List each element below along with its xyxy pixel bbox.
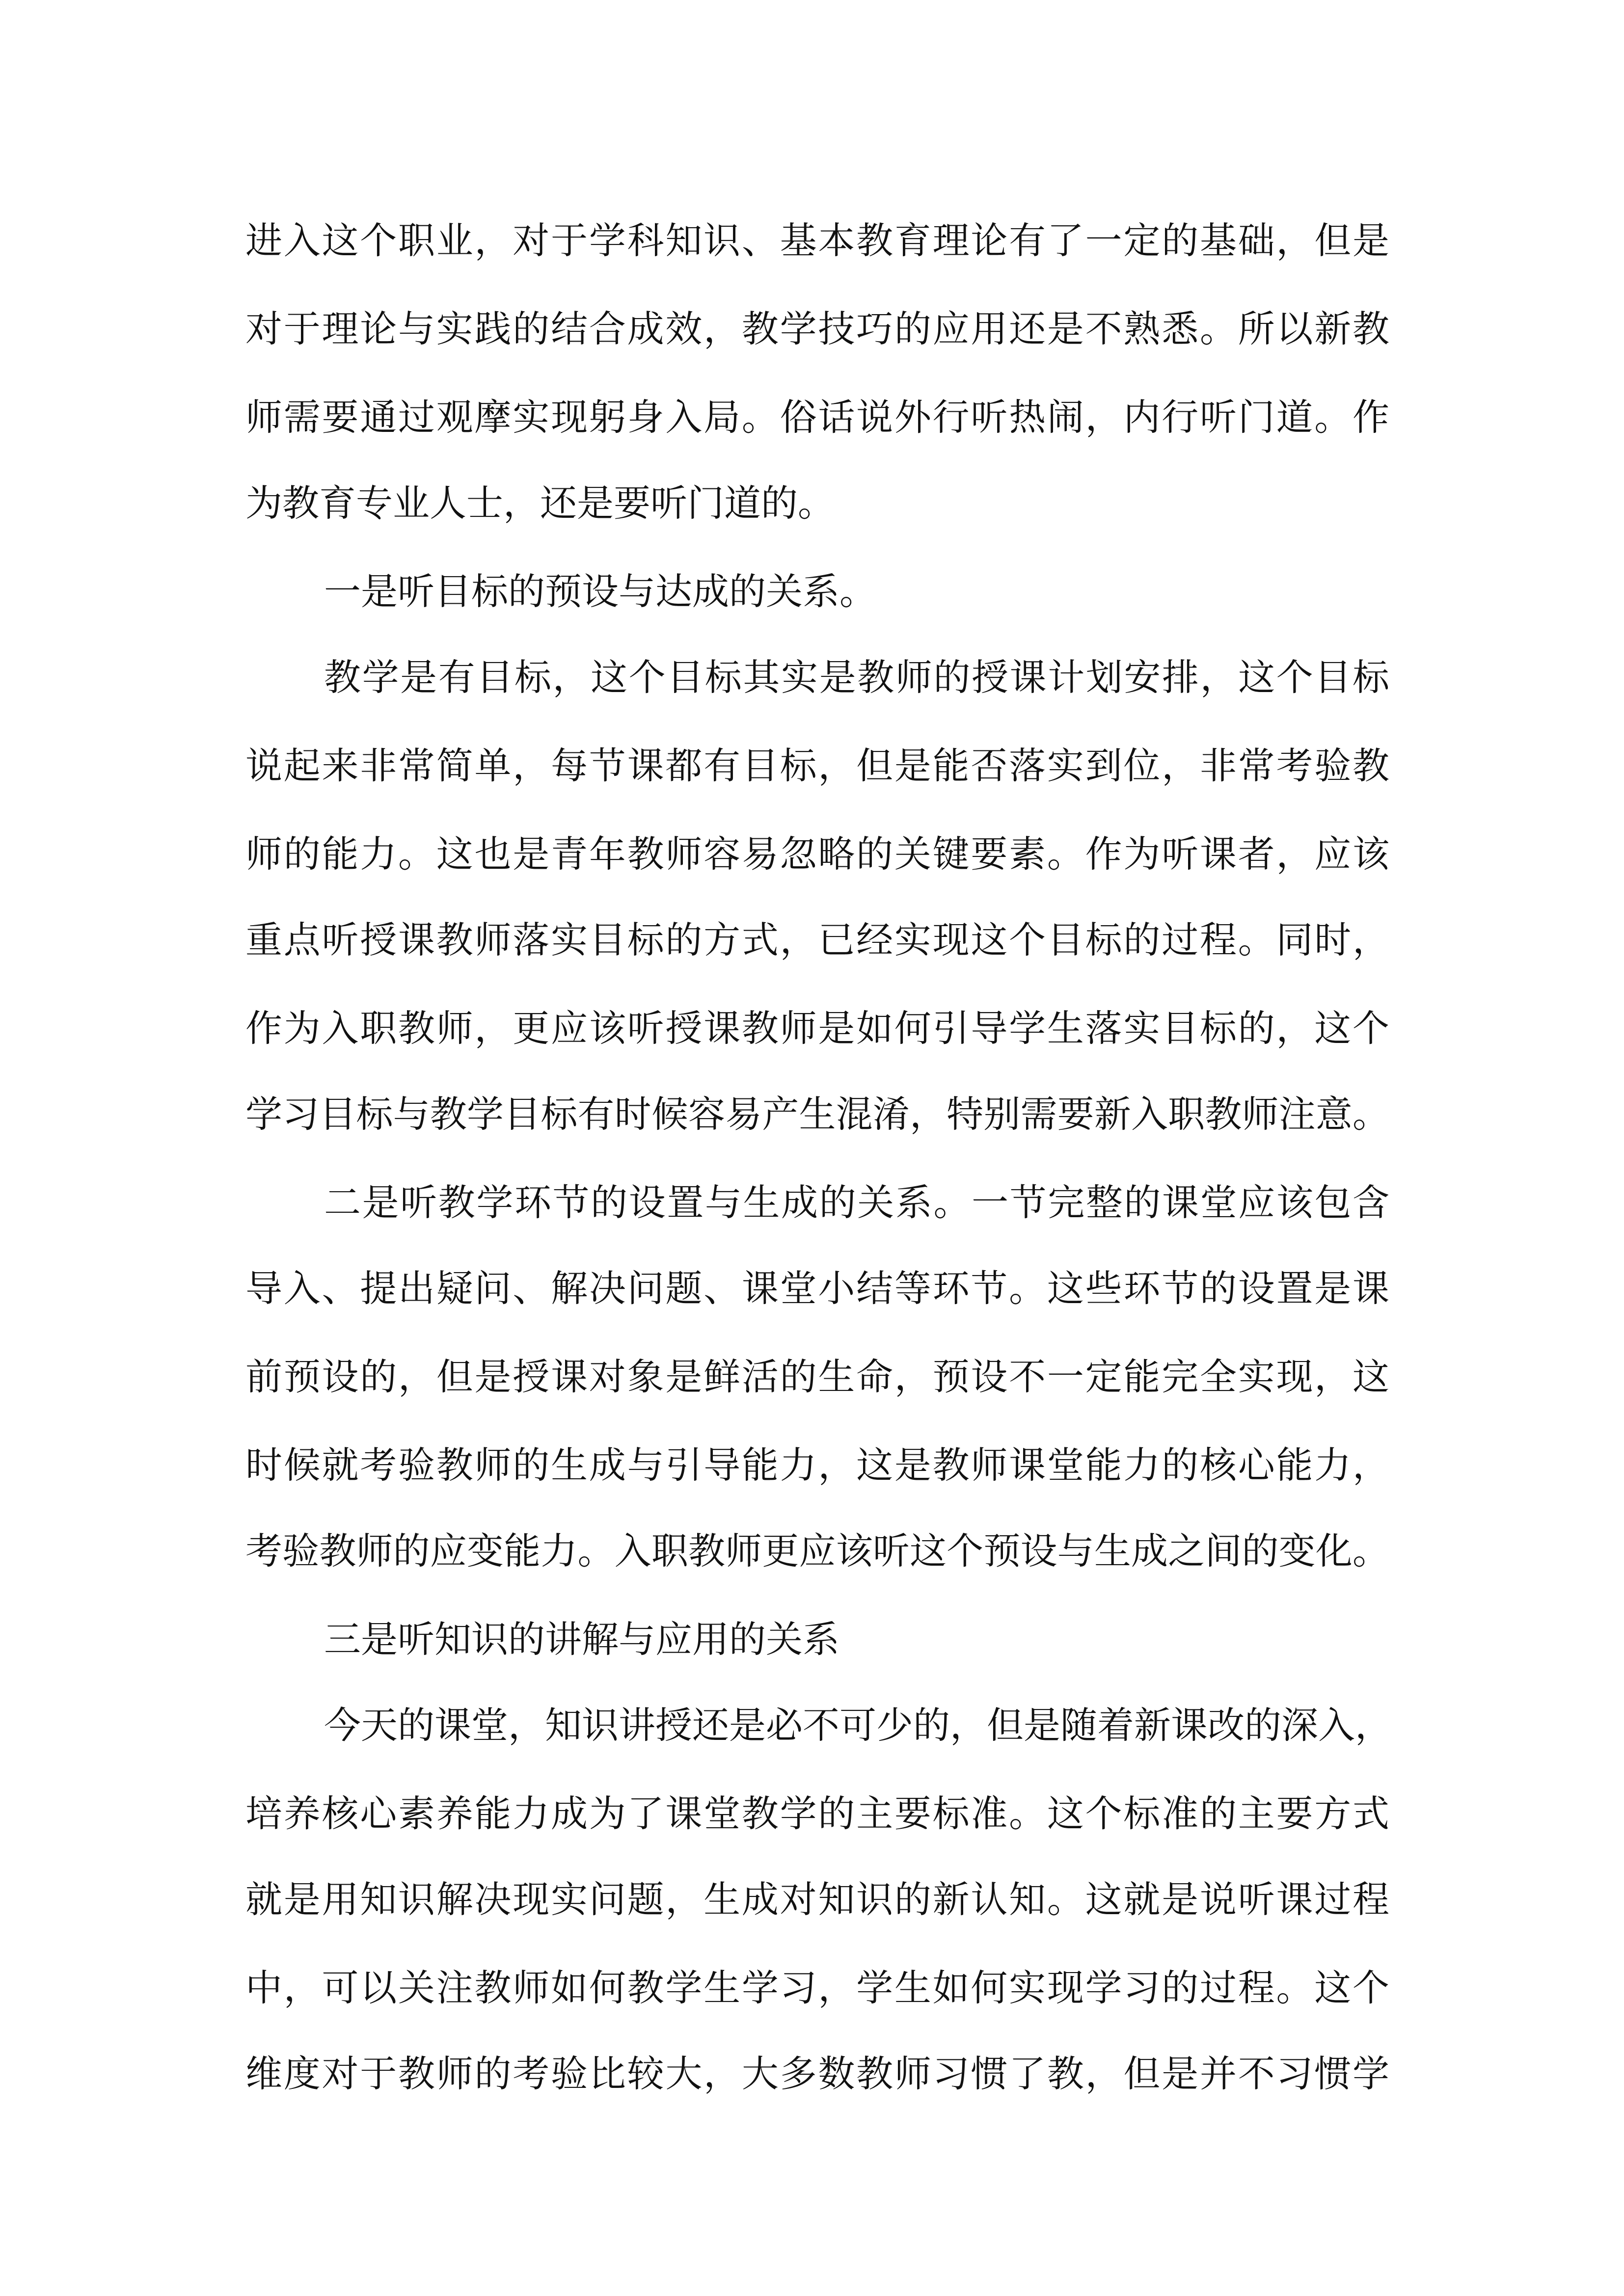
paragraph-line: 师的能力。这也是青年教师容易忽略的关键要素。作为听课者，应该 <box>245 832 1389 876</box>
paragraph-line: 今天的课堂，知识讲授还是必不可少的，但是随着新课改的深入， <box>324 1704 1392 1747</box>
paragraph-line: 中，可以关注教师如何教学生学习，学生如何实现学习的过程。这个 <box>245 1966 1389 2009</box>
paragraph-line: 作为入职教师，更应该听授课教师是如何引导学生落实目标的，这个 <box>245 1007 1389 1050</box>
paragraph-line: 重点听授课教师落实目标的方式，已经实现这个目标的过程。同时， <box>245 918 1389 961</box>
paragraph-line: 进入这个职业，对于学科知识、基本教育理论有了一定的基础，但是 <box>245 219 1389 262</box>
paragraph-line: 学习目标与教学目标有时候容易产生混淆，特别需要新入职教师注意。 <box>245 1093 1389 1136</box>
paragraph-line: 对于理论与实践的结合成效，教学技巧的应用还是不熟悉。所以新教 <box>245 307 1389 350</box>
paragraph-line: 教学是有目标，这个目标其实是教师的授课计划安排，这个目标 <box>324 656 1389 699</box>
paragraph-line: 师需要通过观摩实现躬身入局。俗话说外行听热闹，内行听门道。作 <box>245 396 1389 439</box>
section-heading-3: 三是听知识的讲解与应用的关系 <box>324 1618 840 1661</box>
paragraph-line: 为教育专业人士，还是要听门道的。 <box>245 481 835 525</box>
paragraph-line: 前预设的，但是授课对象是鲜活的生命，预设不一定能完全实现，这 <box>245 1355 1389 1398</box>
paragraph-line: 就是用知识解决现实问题，生成对知识的新认知。这就是说听课过程 <box>245 1878 1389 1921</box>
section-heading-2: 二是听教学环节的设置与生成的关系。一节完整的课堂应该包含 <box>324 1181 1389 1224</box>
section-heading-1: 一是听目标的预设与达成的关系。 <box>324 570 877 613</box>
paragraph-line: 考验教师的应变能力。入职教师更应该听这个预设与生成之间的变化。 <box>245 1529 1389 1573</box>
paragraph-line: 时候就考验教师的生成与引导能力，这是教师课堂能力的核心能力， <box>245 1443 1389 1487</box>
paragraph-line: 导入、提出疑问、解决问题、课堂小结等环节。这些环节的设置是课 <box>245 1267 1389 1310</box>
paragraph-line: 培养核心素养能力成为了课堂教学的主要标准。这个标准的主要方式 <box>245 1792 1389 1835</box>
paragraph-line: 维度对于教师的考验比较大，大多数教师习惯了教，但是并不习惯学 <box>245 2052 1389 2095</box>
paragraph-line: 说起来非常简单，每节课都有目标，但是能否落实到位，非常考验教 <box>245 744 1389 787</box>
